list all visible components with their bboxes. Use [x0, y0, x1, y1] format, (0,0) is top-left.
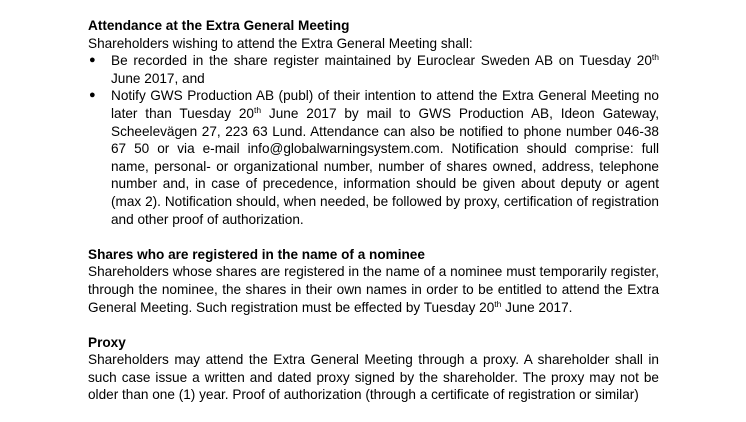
- attendance-section: [88, 17, 659, 228]
- attendance-intro: Shareholders wishing to attend the Extra General Meeting shall:: [88, 35, 473, 51]
- ordinal-suffix: th: [651, 52, 659, 63]
- attendance-heading: Attendance at the Extra General Meeting: [88, 18, 350, 33]
- nominee-heading: Shares who are registered in the name of a nominee: [88, 246, 425, 262]
- ordinal-suffix: th: [494, 298, 502, 309]
- list-item: [88, 52, 659, 87]
- nominee-body-text-end: June 2017.: [501, 299, 573, 315]
- document-page: [88, 17, 659, 422]
- ordinal-suffix: th: [253, 104, 262, 115]
- bullet2-text-end: June 2017 by mail to GWS Production AB, Ideon Gateway, Scheelevägen 27, 223 63 Lund. Attendance can also be notified to phone number 046-38 67 50 or via e-mail info@globalwarningsystem.com. Notification should comprise: full name, personal- or organizational number, number of shares owned, address, telephone number and, in case of precedence, information should be given about deputy or agent (max 2). Notification should, when needed, be followed by proxy, certification of registration and other proof of authorization.: [111, 105, 660, 227]
- nominee-body-text: Shareholders whose shares are registered in the name of a nominee must temporarily register, through the nominee, the shares in their own names in order to be entitled to attend the Extra General Meeting. Such registration must be effected by Tuesday 20: [88, 264, 659, 315]
- bullet-icon: ●: [89, 54, 96, 67]
- bullet-icon: ●: [89, 89, 96, 102]
- bullet1-text-end: June 2017, and: [111, 70, 205, 86]
- proxy-section: [88, 334, 659, 404]
- list-item: [88, 87, 659, 228]
- attendance-list: [88, 52, 659, 228]
- proxy-body: Shareholders may attend the Extra General Meeting through a proxy. A shareholder shall in such case issue a written and dated proxy signed by the shareholder. The proxy may not be older than one (1) year. Proof of authorization (through a certificate of registration or similar): [88, 352, 659, 403]
- nominee-body: [88, 263, 659, 316]
- bullet1-text: Be recorded in the share register maintained by Euroclear Sweden AB on Tuesday 20: [111, 53, 652, 69]
- nominee-section: [88, 246, 659, 316]
- bullet2-text: Notify GWS Production AB (publ) of their intention to attend the Extra General Meeting no later than Tuesday 20: [111, 88, 659, 121]
- proxy-heading: Proxy: [88, 334, 126, 350]
